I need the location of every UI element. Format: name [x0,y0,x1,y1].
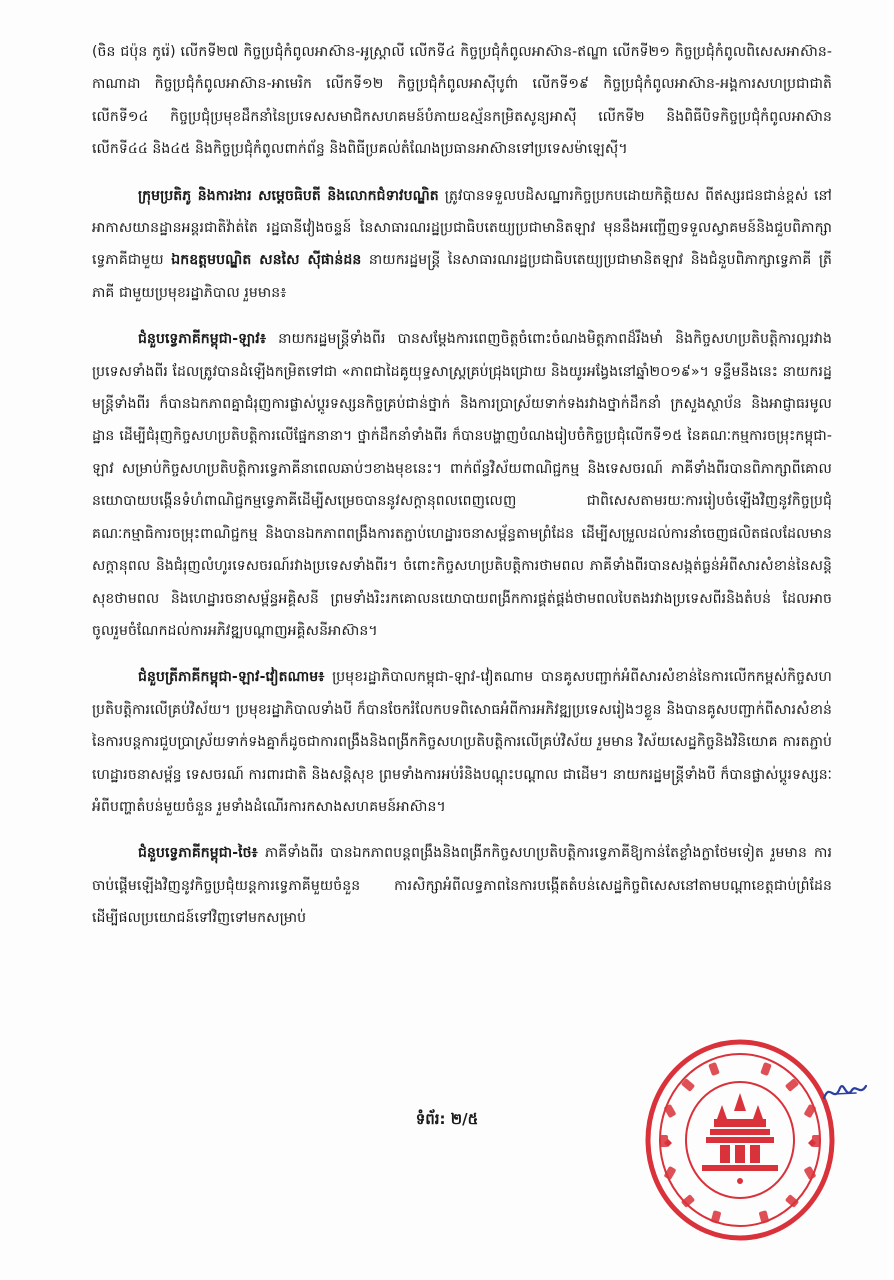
page-number: ទំព័រ: ២/៥ [415,1110,479,1128]
document-body [92,36,832,949]
paragraph-text: នាយករដ្ឋមន្ត្រីទាំងពីរ បានសម្ដែងការពេញចិត្តចំពោះចំណងមិត្តភាពដ៏រឹងមាំ និងកិច្ចសហប្រតិបត្តិការល្អរវាងប្រទេសទាំងពីរ ដែលត្រូវបានដំឡើងកម្រិតទៅជា «ភាពជាដៃគូយុទ្ធសាស្ត្រគ្រប់ជ្រុងជ្រោយ និងយូរអង្វែងនៅឆ្នាំ២០១៩»។ ទន្ទឹមនឹងនេះ នាយករដ្ឋមន្ត្រីទាំងពីរ ក៏បានឯកភាពគ្នាជំរុញការផ្លាស់ប្តូរទស្សនកិច្ចគ្រប់ជាន់ថ្នាក់ និងការប្រាស្រ័យទាក់ទងរវាងថ្នាក់ដឹកនាំ ក្រសួងស្ថាប័ន និងអាជ្ញាធរមូលដ្ឋាន ដើម្បីជំរុញកិច្ចសហប្រតិបត្តិការលើផ្នែកនានា។ ថ្នាក់ដឹកនាំទាំងពីរ ក៏បានបង្ហាញបំណងរៀបចំកិច្ចប្រជុំលើកទី១៥ នៃគណៈកម្មការចម្រុះកម្ពុជា-ឡាវ សម្រាប់កិច្ចសហប្រតិបត្តិការទ្វេភាគីនាពេលឆាប់ៗខាងមុខនេះ។ ពាក់ព័ន្ធវិស័យពាណិជ្ជកម្ម និងទេសចរណ៍ ភាគីទាំងពីរបានពិភាក្សាពីគោលនយោបាយបង្កើនទំហំពាណិជ្ជកម្មទ្វេភាគីដើម្បីសម្រេចបាននូវសក្ដានុពលពេញលេញ ជាពិសេសតាមរយៈការរៀបចំឡើងវិញនូវកិច្ចប្រជុំគណៈកម្មាធិការចម្រុះពាណិជ្ជកម្ម និងបានឯកភាពពង្រឹងការតភ្ជាប់ហេដ្ឋារចនាសម្ព័ន្ធតាមព្រំដែន ដើម្បីសម្រួលដល់ការនាំចេញផលិតផលដែលមានសក្ដានុពល និងជំរុញលំហូរទេសចរណ៍រវាងប្រទេសទាំងពីរ។ ចំពោះកិច្ចសហប្រតិបត្តិការថាមពល ភាគីទាំងពីរបានសង្កត់ធ្ងន់អំពីសារសំខាន់នៃសន្តិសុខថាមពល និងហេដ្ឋារចនាសម្ព័ន្ធអគ្គិសនី ព្រមទាំងរិះរកគោលនយោបាយពង្រីកការផ្គត់ផ្គង់ថាមពលបៃតងរវាងប្រទេសពីរនិងតំបន់ ដែលអាចចូលរួមចំណែកដល់ការអភិវឌ្ឍបណ្ដាញអគ្គិសនីអាស៊ាន។ [92,331,832,639]
paragraph-lead: ជំនួបត្រីភាគីកម្ពុជា-ឡាវ-វៀតណាម៖ [138,669,325,686]
paragraph-lead: ជំនួបទ្វេភាគីកម្ពុជា-ឡាវ៖ [138,331,267,348]
paragraph-3 [92,323,832,647]
paragraph-lead: ក្រុមប្រតិភូ និងការងារ សម្ដេចធិបតី និងលោកជំទាវបណ្ឌិត [138,187,439,204]
paragraph-text: (ចិន ជប៉ុន កូរ៉េ) លើកទី២៧ កិច្ចប្រជុំកំពូលអាស៊ាន-អូស្ត្រាលី លើកទី៤ កិច្ចប្រជុំកំពូលអាស៊ាន-ឥណ្ឌា លើកទី២១ កិច្ចប្រជុំកំពូលពិសេសអាស៊ាន-កាណាដា កិច្ចប្រជុំកំពូលអាស៊ាន-អាមេរិក លើកទី១២ កិច្ចប្រជុំកំពូលអាស៊ីបូព៌ា លើកទី១៩ កិច្ចប្រជុំកំពូលអាស៊ាន-អង្គការសហប្រជាជាតិ លើកទី១៤ កិច្ចប្រជុំប្រមុខដឹកនាំនៃប្រទេសសមាជិកសហគមន៍បំភាយឧស្ម័នកម្រិតសូន្យអាស៊ី លើកទី២ និងពិធីបិទកិច្ចប្រជុំកំពូលអាស៊ានលើកទី៤៤ និង៤៥ និងកិច្ចប្រជុំកំពូលពាក់ព័ន្ធ និងពិធីប្រគល់តំណែងប្រធានអាស៊ានទៅប្រទេសម៉ាឡេស៊ី។ [92,44,832,158]
signature-icon [820,1078,870,1106]
official-seal-icon [640,1035,840,1245]
person-name: ឯកឧត្តមបណ្ឌិត សនសៃ ស៊ីផាន់ដន [171,252,362,269]
paragraph-5 [92,837,832,934]
paragraph-lead: ជំនួបទ្វេភាគីកម្ពុជា-ថៃ៖ [138,845,258,862]
paragraph-4 [92,661,832,823]
paragraph-text: ប្រមុខរដ្ឋាភិបាលកម្ពុជា-ឡាវ-វៀតណាម បានគូសបញ្ជាក់អំពីសារសំខាន់នៃការលើកកម្ពស់កិច្ចសហប្រតិបត្តិការលើគ្រប់វិស័យ។ ប្រមុខរដ្ឋាភិបាលទាំងបី ក៏បានចែករំលែកបទពិសោធអំពីការអភិវឌ្ឍប្រទេសរៀងៗខ្លួន និងបានគូសបញ្ជាក់ពីសារសំខាន់នៃការបន្តការជួបប្រាស្រ័យទាក់ទងគ្នាក៏ដូចជាការពង្រឹងនិងពង្រីកកិច្ចសហប្រតិបត្តិការលើគ្រប់វិស័យ រួមមាន វិស័យសេដ្ឋកិច្ចនិងវិនិយោគ ការតភ្ជាប់ហេដ្ឋារចនាសម្ព័ន្ធ ទេសចរណ៍ ការពារជាតិ និងសន្តិសុខ ព្រមទាំងការអប់រំនិងបណ្ដុះបណ្ដាល ជាដើម។ នាយករដ្ឋមន្ត្រីទាំងបី ក៏បានផ្លាស់ប្តូរទស្សនៈអំពីបញ្ហាតំបន់មួយចំនួន រួមទាំងដំណើរការកសាងសហគមន៍អាស៊ាន។ [92,669,832,815]
paragraph-text: ត្រូវបានទទួលបដិសណ្ឋារកិច្ចប្រកបដោយកិត្តិយស ពីឥស្សរជនជាន់ខ្ពស់ នៅអាកាសយានដ្ឋានអន្តរជាតិវ៉ាត់តៃ រដ្ឋធានីវៀងចន្ទន៍ នៃសាធារណរដ្ឋប្រជាធិបតេយ្យប្រជាមានិតឡាវ មុននឹងអញ្ជើញទទួលស្វាគមន៍និងជួបពិភាក្សាទ្វេភាគីជាមួយ [92,187,832,269]
paragraph-2 [92,180,832,310]
paragraph-text: ភាគីទាំងពីរ បានឯកភាពបន្តពង្រឹងនិងពង្រីកកិច្ចសហប្រតិបត្តិការទ្វេភាគីឱ្យកាន់តែខ្លាំងក្លាថែមទៀត រួមមាន ការចាប់ផ្ដើមឡើងវិញនូវកិច្ចប្រជុំយន្តការទ្វេភាគីមួយចំនួន ការសិក្សាអំពីលទ្ធភាពនៃការបង្កើតតំបន់សេដ្ឋកិច្ចពិសេសនៅតាមបណ្ដាខេត្តជាប់ព្រំដែន ដើម្បីផលប្រយោជន៍ទៅវិញទៅមកសម្រាប់ [92,845,832,927]
paragraph-1 [92,36,832,166]
paragraph-tail: នាយករដ្ឋមន្ត្រី នៃសាធារណរដ្ឋប្រជាធិបតេយ្យប្រជាមានិតឡាវ និងជំនួបពិភាក្សាទ្វេភាគី ត្រីភាគី ជាមួយប្រមុខរដ្ឋាភិបាល រួមមាន៖ [92,252,833,301]
